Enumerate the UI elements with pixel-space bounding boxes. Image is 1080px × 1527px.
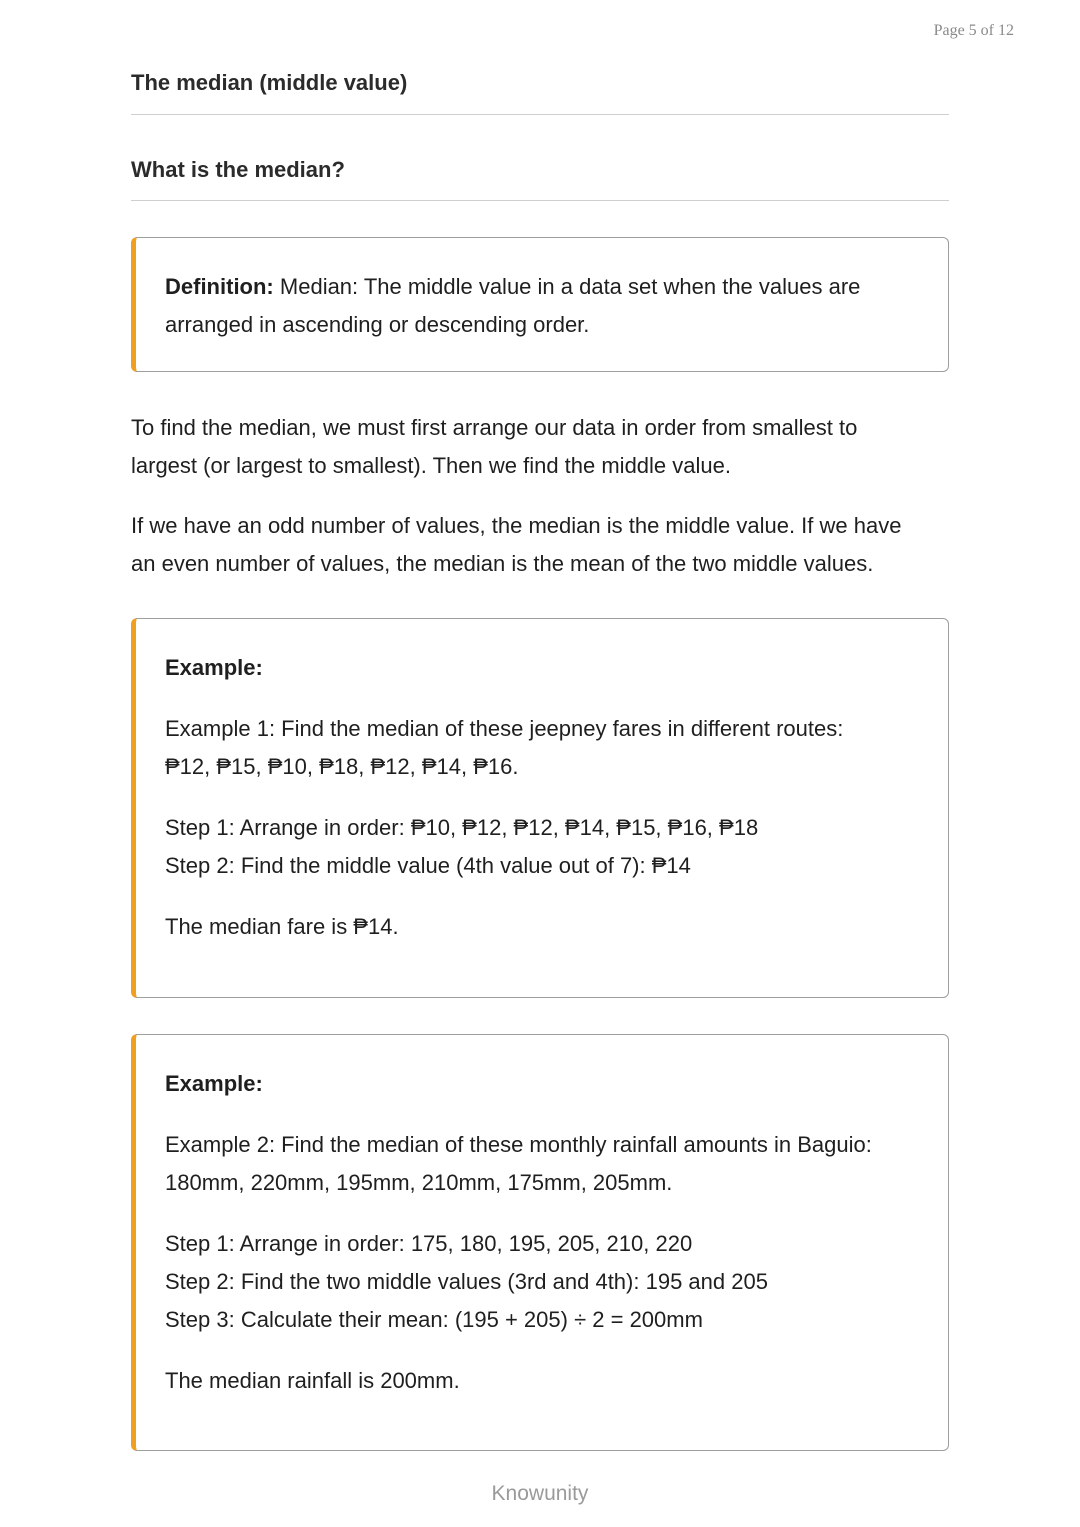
example-step: Step 3: Calculate their mean: (195 + 205) ÷ 2 = 200mm bbox=[165, 1307, 703, 1332]
footer-brand: Knowunity bbox=[491, 1482, 589, 1505]
example-step: Step 2: Find the two middle values (3rd and 4th): 195 and 205 bbox=[165, 1269, 768, 1294]
example-box-2 bbox=[131, 1034, 949, 1451]
example-problem-line: Example 2: Find the median of these monthly rainfall amounts in Baguio: bbox=[165, 1132, 872, 1157]
paragraph-how-to-find bbox=[131, 409, 949, 485]
definition-label: Definition: bbox=[165, 274, 274, 299]
definition-box bbox=[131, 237, 949, 372]
divider bbox=[131, 200, 949, 201]
definition-line-2: arranged in ascending or descending order. bbox=[165, 312, 590, 337]
subsection-title: What is the median? bbox=[131, 157, 345, 182]
example-problem-line: 180mm, 220mm, 195mm, 210mm, 175mm, 205mm. bbox=[165, 1170, 673, 1195]
definition-text bbox=[165, 268, 928, 306]
example-result: The median fare is ₱14. bbox=[165, 914, 399, 939]
divider bbox=[131, 114, 949, 115]
paragraph-line: To find the median, we must first arrange our data in order from smallest to bbox=[131, 415, 858, 440]
paragraph-line: largest (or largest to smallest). Then we find the middle value. bbox=[131, 453, 731, 478]
section-title: The median (middle value) bbox=[131, 70, 408, 95]
paragraph-odd-even bbox=[131, 507, 949, 583]
example-step: Step 2: Find the middle value (4th value out of 7): ₱14 bbox=[165, 853, 691, 878]
example-result: The median rainfall is 200mm. bbox=[165, 1368, 460, 1393]
example-problem-line: ₱12, ₱15, ₱10, ₱18, ₱12, ₱14, ₱16. bbox=[165, 754, 519, 779]
example-box-1 bbox=[131, 618, 949, 998]
page-number: Page 5 of 12 bbox=[933, 22, 1014, 39]
example-step: Step 1: Arrange in order: ₱10, ₱12, ₱12, ₱14, ₱15, ₱16, ₱18 bbox=[165, 815, 759, 840]
paragraph-line: If we have an odd number of values, the median is the middle value. If we have bbox=[131, 513, 902, 538]
paragraph-line: an even number of values, the median is the mean of the two middle values. bbox=[131, 551, 874, 576]
example-label: Example: bbox=[165, 655, 263, 680]
definition-line-1: Median: The middle value in a data set when the values are bbox=[279, 274, 861, 299]
example-step: Step 1: Arrange in order: 175, 180, 195, 205, 210, 220 bbox=[165, 1231, 693, 1256]
example-problem-line: Example 1: Find the median of these jeepney fares in different routes: bbox=[165, 716, 844, 741]
example-label: Example: bbox=[165, 1071, 263, 1096]
